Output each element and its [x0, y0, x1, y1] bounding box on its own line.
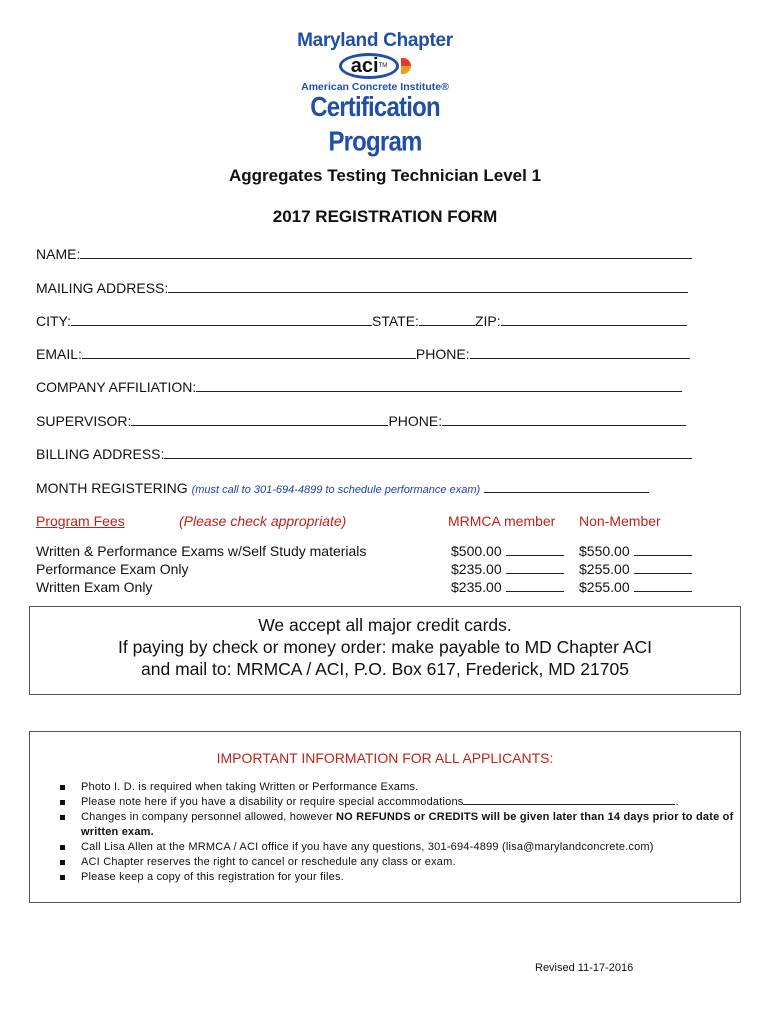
name-row — [36, 245, 692, 262]
please-check-header: (Please check appropriate) — [179, 513, 347, 529]
program-fees-header: Program Fees — [36, 513, 125, 529]
fee-row-label: Written Exam Only — [36, 579, 153, 595]
list-item: Call Lisa Allen at the MRMCA / ACI office if you have any questions, 301-694-4899 (lisa@marylandconcrete.com) — [60, 840, 740, 855]
fees-labels — [36, 542, 366, 596]
logo-aci-text: aci — [350, 55, 379, 77]
member-check-field[interactable] — [506, 579, 564, 592]
supervisor-field[interactable] — [131, 412, 388, 426]
email-row — [36, 345, 690, 362]
nonmember-check-field[interactable] — [634, 561, 692, 574]
bullet-icon — [60, 815, 65, 820]
list-item: ACI Chapter reserves the right to cancel or reschedule any class or exam. — [60, 855, 740, 870]
logo-institute-text: American Concrete Institute® — [301, 81, 449, 93]
nonmember-prices — [579, 542, 692, 596]
nonmember-price: $255.00 — [579, 579, 630, 595]
zip-label: ZIP: — [474, 313, 501, 329]
payment-line-3: and mail to: MRMCA / ACI, P.O. Box 617, Frederick, MD 21705 — [141, 659, 629, 679]
non-member-header: Non-Member — [579, 513, 661, 529]
member-check-field[interactable] — [506, 561, 564, 574]
email-label: EMAIL: — [36, 346, 82, 362]
important-info-box — [29, 731, 741, 903]
mailing-row — [36, 279, 688, 296]
logo-flag-icon — [401, 58, 411, 74]
mailing-address-label: MAILING ADDRESS: — [36, 280, 169, 296]
bullet-icon — [60, 875, 65, 880]
list-item: Please keep a copy of this registration for your files. — [60, 870, 740, 885]
company-row — [36, 378, 682, 395]
name-field[interactable] — [80, 245, 692, 259]
logo-aci-mark: aci TM — [285, 52, 465, 80]
city-row — [36, 312, 687, 329]
company-affiliation-field[interactable] — [196, 378, 682, 392]
payment-line-2: If paying by check or money order: make payable to MD Chapter ACI — [117, 637, 652, 657]
nonmember-price: $550.00 — [579, 543, 630, 559]
member-price: $235.00 — [451, 579, 502, 595]
payment-info-box — [29, 606, 741, 695]
city-field[interactable] — [71, 312, 372, 326]
logo-chapter-text: Maryland Chapter — [297, 30, 453, 51]
email-field[interactable] — [82, 345, 416, 359]
member-price: $235.00 — [451, 561, 502, 577]
important-info-list — [30, 780, 740, 885]
member-prices — [451, 542, 564, 596]
revised-date: Revised 11-17-2016 — [535, 962, 634, 974]
billing-row — [36, 445, 692, 462]
payment-line-1: We accept all major credit cards. — [258, 615, 512, 635]
city-label: CITY: — [36, 313, 72, 329]
supervisor-label: SUPERVISOR: — [36, 413, 132, 429]
maryland-chapter-aci-logo — [285, 30, 465, 158]
bullet-icon — [60, 845, 65, 850]
phone-field[interactable] — [470, 345, 690, 359]
bullet-icon — [60, 800, 65, 805]
list-item: Changes in company personnel allowed, however NO REFUNDS or CREDITS will be given later than 14 days prior to date of written exam. — [60, 810, 740, 840]
month-registering-note: (must call to 301-694-4899 to schedule performance exam) — [191, 484, 481, 496]
billing-address-field[interactable] — [164, 445, 692, 459]
logo-program-text: Certification Program — [310, 91, 440, 158]
fee-row-label: Performance Exam Only — [36, 561, 189, 577]
member-price: $500.00 — [451, 543, 502, 559]
zip-field[interactable] — [501, 312, 687, 326]
accommodations-field[interactable] — [463, 795, 675, 805]
nonmember-check-field[interactable] — [634, 579, 692, 592]
list-item: Photo I. D. is required when taking Written or Performance Exams. — [60, 780, 740, 795]
member-check-field[interactable] — [506, 543, 564, 556]
form-title: Aggregates Testing Technician Level 1 — [228, 166, 542, 185]
billing-address-label: BILLING ADDRESS: — [36, 446, 165, 462]
name-label: NAME: — [36, 246, 81, 262]
important-info-title: IMPORTANT INFORMATION FOR ALL APPLICANTS: — [216, 750, 554, 766]
bullet-icon — [60, 860, 65, 865]
nonmember-check-field[interactable] — [634, 543, 692, 556]
state-field[interactable] — [419, 312, 475, 326]
month-registering-label: MONTH REGISTERING — [36, 480, 188, 496]
supervisor-row — [36, 412, 686, 429]
month-row — [36, 479, 649, 496]
form-subtitle: 2017 REGISTRATION FORM — [272, 207, 498, 226]
list-item: Please note here if you have a disability or require special accommodations . — [60, 795, 740, 810]
state-label: STATE: — [372, 313, 419, 329]
company-affiliation-label: COMPANY AFFILIATION: — [36, 379, 197, 395]
phone-label: PHONE: — [415, 346, 470, 362]
month-registering-field[interactable] — [484, 479, 649, 493]
supervisor-phone-label: PHONE: — [388, 413, 443, 429]
fee-row-label: Written & Performance Exams w/Self Study materials — [36, 543, 367, 559]
mailing-address-field[interactable] — [168, 279, 688, 293]
nonmember-price: $255.00 — [579, 561, 630, 577]
bullet-icon — [60, 785, 65, 790]
mrmca-member-header: MRMCA member — [448, 513, 556, 529]
supervisor-phone-field[interactable] — [442, 412, 686, 426]
